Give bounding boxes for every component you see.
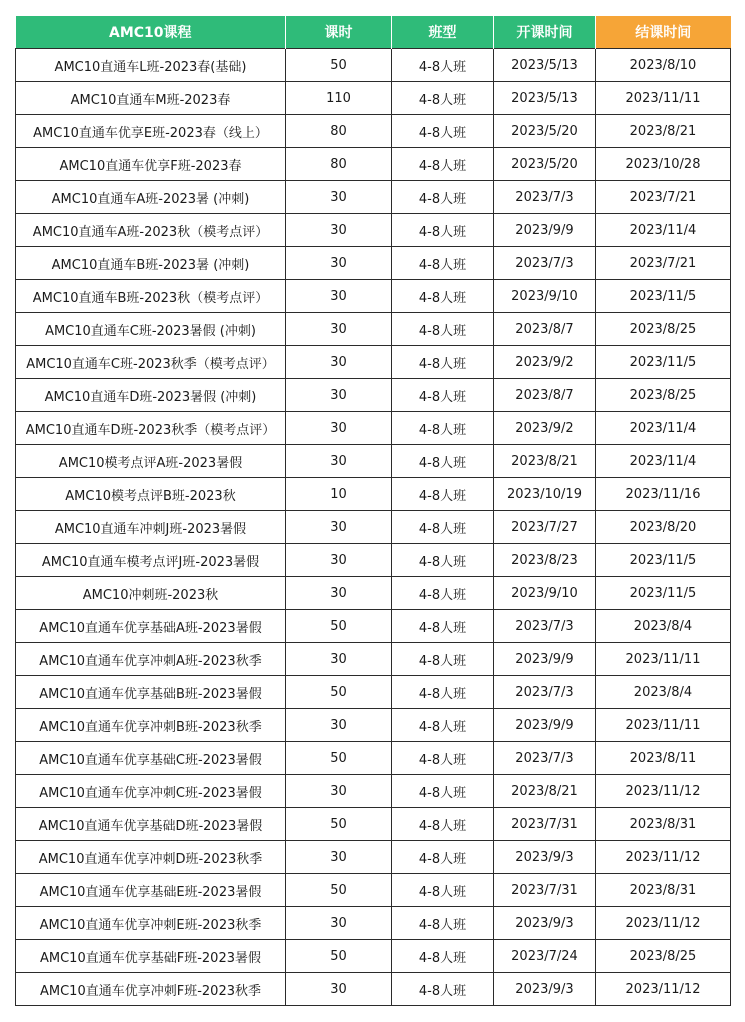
hours-cell: 30 xyxy=(286,280,392,313)
hours-cell: 30 xyxy=(286,379,392,412)
end-date-cell: 2023/10/28 xyxy=(596,148,731,181)
class-type-cell: 4-8人班 xyxy=(392,379,494,412)
table-row xyxy=(16,874,731,907)
table-row xyxy=(16,676,731,709)
class-type-cell: 4-8人班 xyxy=(392,643,494,676)
end-date-cell: 2023/8/11 xyxy=(596,742,731,775)
course-name-cell: AMC10直通车A班-2023暑 (冲刺) xyxy=(16,181,286,214)
start-date-cell: 2023/5/13 xyxy=(494,82,596,115)
start-date-cell: 2023/9/10 xyxy=(494,577,596,610)
table-row xyxy=(16,973,731,1006)
hours-cell: 30 xyxy=(286,313,392,346)
start-date-cell: 2023/7/24 xyxy=(494,940,596,973)
table-row xyxy=(16,214,731,247)
class-type-cell: 4-8人班 xyxy=(392,313,494,346)
course-name-cell: AMC10直通车优享基础B班-2023暑假 xyxy=(16,676,286,709)
course-name-cell: AMC10直通车优享基础E班-2023暑假 xyxy=(16,874,286,907)
hours-cell: 30 xyxy=(286,214,392,247)
end-date-cell: 2023/8/21 xyxy=(596,115,731,148)
table-row xyxy=(16,82,731,115)
column-header-hours: 课时 xyxy=(286,16,392,49)
start-date-cell: 2023/9/3 xyxy=(494,907,596,940)
course-name-cell: AMC10直通车A班-2023秋（模考点评） xyxy=(16,214,286,247)
hours-cell: 50 xyxy=(286,49,392,82)
class-type-cell: 4-8人班 xyxy=(392,445,494,478)
course-name-cell: AMC10直通车优享冲刺B班-2023秋季 xyxy=(16,709,286,742)
start-date-cell: 2023/9/9 xyxy=(494,709,596,742)
hours-cell: 50 xyxy=(286,874,392,907)
end-date-cell: 2023/11/5 xyxy=(596,346,731,379)
hours-cell: 30 xyxy=(286,973,392,1006)
course-name-cell: AMC10直通车B班-2023秋（模考点评） xyxy=(16,280,286,313)
course-name-cell: AMC10直通车优享E班-2023春（线上） xyxy=(16,115,286,148)
class-type-cell: 4-8人班 xyxy=(392,148,494,181)
end-date-cell: 2023/11/5 xyxy=(596,544,731,577)
hours-cell: 50 xyxy=(286,610,392,643)
table-row xyxy=(16,412,731,445)
start-date-cell: 2023/8/21 xyxy=(494,775,596,808)
class-type-cell: 4-8人班 xyxy=(392,577,494,610)
start-date-cell: 2023/5/20 xyxy=(494,115,596,148)
hours-cell: 30 xyxy=(286,511,392,544)
class-type-cell: 4-8人班 xyxy=(392,412,494,445)
class-type-cell: 4-8人班 xyxy=(392,940,494,973)
start-date-cell: 2023/7/3 xyxy=(494,247,596,280)
hours-cell: 50 xyxy=(286,676,392,709)
column-header-end-date: 结课时间 xyxy=(596,16,731,49)
start-date-cell: 2023/9/9 xyxy=(494,643,596,676)
end-date-cell: 2023/11/5 xyxy=(596,280,731,313)
table-row xyxy=(16,940,731,973)
end-date-cell: 2023/11/4 xyxy=(596,412,731,445)
hours-cell: 30 xyxy=(286,346,392,379)
table-body xyxy=(16,49,731,1006)
hours-cell: 30 xyxy=(286,181,392,214)
course-name-cell: AMC10直通车C班-2023秋季（模考点评） xyxy=(16,346,286,379)
hours-cell: 110 xyxy=(286,82,392,115)
course-name-cell: AMC10直通车模考点评J班-2023暑假 xyxy=(16,544,286,577)
table-row xyxy=(16,280,731,313)
class-type-cell: 4-8人班 xyxy=(392,544,494,577)
course-name-cell: AMC10直通车优享基础F班-2023暑假 xyxy=(16,940,286,973)
course-name-cell: AMC10直通车优享冲刺F班-2023秋季 xyxy=(16,973,286,1006)
course-name-cell: AMC10直通车优享基础D班-2023暑假 xyxy=(16,808,286,841)
table-row xyxy=(16,346,731,379)
class-type-cell: 4-8人班 xyxy=(392,247,494,280)
column-header-course: AMC10课程 xyxy=(16,16,286,49)
table-row xyxy=(16,181,731,214)
class-type-cell: 4-8人班 xyxy=(392,742,494,775)
start-date-cell: 2023/8/7 xyxy=(494,379,596,412)
course-name-cell: AMC10模考点评B班-2023秋 xyxy=(16,478,286,511)
hours-cell: 30 xyxy=(286,247,392,280)
start-date-cell: 2023/9/3 xyxy=(494,973,596,1006)
start-date-cell: 2023/10/19 xyxy=(494,478,596,511)
table-row xyxy=(16,478,731,511)
end-date-cell: 2023/8/4 xyxy=(596,676,731,709)
hours-cell: 30 xyxy=(286,709,392,742)
end-date-cell: 2023/8/25 xyxy=(596,379,731,412)
class-type-cell: 4-8人班 xyxy=(392,214,494,247)
column-header-start-date: 开课时间 xyxy=(494,16,596,49)
end-date-cell: 2023/11/11 xyxy=(596,82,731,115)
end-date-cell: 2023/11/11 xyxy=(596,643,731,676)
course-name-cell: AMC10直通车D班-2023暑假 (冲刺) xyxy=(16,379,286,412)
course-name-cell: AMC10直通车D班-2023秋季（模考点评） xyxy=(16,412,286,445)
class-type-cell: 4-8人班 xyxy=(392,874,494,907)
course-name-cell: AMC10直通车C班-2023暑假 (冲刺) xyxy=(16,313,286,346)
hours-cell: 30 xyxy=(286,907,392,940)
course-name-cell: AMC10模考点评A班-2023暑假 xyxy=(16,445,286,478)
start-date-cell: 2023/8/23 xyxy=(494,544,596,577)
hours-cell: 50 xyxy=(286,940,392,973)
class-type-cell: 4-8人班 xyxy=(392,775,494,808)
class-type-cell: 4-8人班 xyxy=(392,973,494,1006)
table-row xyxy=(16,445,731,478)
table-row xyxy=(16,115,731,148)
end-date-cell: 2023/11/12 xyxy=(596,973,731,1006)
end-date-cell: 2023/7/21 xyxy=(596,181,731,214)
end-date-cell: 2023/11/4 xyxy=(596,445,731,478)
table-row xyxy=(16,808,731,841)
start-date-cell: 2023/9/2 xyxy=(494,412,596,445)
course-name-cell: AMC10直通车优享基础A班-2023暑假 xyxy=(16,610,286,643)
hours-cell: 50 xyxy=(286,808,392,841)
table-row xyxy=(16,775,731,808)
end-date-cell: 2023/8/20 xyxy=(596,511,731,544)
end-date-cell: 2023/7/21 xyxy=(596,247,731,280)
end-date-cell: 2023/8/10 xyxy=(596,49,731,82)
start-date-cell: 2023/9/10 xyxy=(494,280,596,313)
end-date-cell: 2023/8/4 xyxy=(596,610,731,643)
hours-cell: 30 xyxy=(286,412,392,445)
table-row xyxy=(16,247,731,280)
course-table xyxy=(15,16,731,1006)
course-name-cell: AMC10直通车冲刺J班-2023暑假 xyxy=(16,511,286,544)
end-date-cell: 2023/8/31 xyxy=(596,874,731,907)
hours-cell: 30 xyxy=(286,643,392,676)
class-type-cell: 4-8人班 xyxy=(392,478,494,511)
course-name-cell: AMC10直通车B班-2023暑 (冲刺) xyxy=(16,247,286,280)
start-date-cell: 2023/7/27 xyxy=(494,511,596,544)
start-date-cell: 2023/8/21 xyxy=(494,445,596,478)
start-date-cell: 2023/7/31 xyxy=(494,808,596,841)
table-row xyxy=(16,313,731,346)
class-type-cell: 4-8人班 xyxy=(392,115,494,148)
end-date-cell: 2023/8/25 xyxy=(596,313,731,346)
end-date-cell: 2023/11/5 xyxy=(596,577,731,610)
class-type-cell: 4-8人班 xyxy=(392,610,494,643)
start-date-cell: 2023/7/3 xyxy=(494,742,596,775)
class-type-cell: 4-8人班 xyxy=(392,907,494,940)
course-name-cell: AMC10冲刺班-2023秋 xyxy=(16,577,286,610)
course-name-cell: AMC10直通车L班-2023春(基础) xyxy=(16,49,286,82)
course-schedule xyxy=(15,16,730,1006)
start-date-cell: 2023/7/31 xyxy=(494,874,596,907)
class-type-cell: 4-8人班 xyxy=(392,346,494,379)
table-row xyxy=(16,544,731,577)
course-name-cell: AMC10直通车优享F班-2023春 xyxy=(16,148,286,181)
start-date-cell: 2023/9/2 xyxy=(494,346,596,379)
table-row xyxy=(16,511,731,544)
table-row xyxy=(16,841,731,874)
end-date-cell: 2023/11/11 xyxy=(596,709,731,742)
hours-cell: 80 xyxy=(286,148,392,181)
end-date-cell: 2023/11/12 xyxy=(596,841,731,874)
course-name-cell: AMC10直通车优享冲刺C班-2023暑假 xyxy=(16,775,286,808)
table-row xyxy=(16,379,731,412)
class-type-cell: 4-8人班 xyxy=(392,181,494,214)
class-type-cell: 4-8人班 xyxy=(392,280,494,313)
start-date-cell: 2023/7/3 xyxy=(494,676,596,709)
class-type-cell: 4-8人班 xyxy=(392,511,494,544)
course-name-cell: AMC10直通车M班-2023春 xyxy=(16,82,286,115)
start-date-cell: 2023/5/20 xyxy=(494,148,596,181)
hours-cell: 30 xyxy=(286,544,392,577)
end-date-cell: 2023/11/4 xyxy=(596,214,731,247)
class-type-cell: 4-8人班 xyxy=(392,49,494,82)
table-row xyxy=(16,610,731,643)
end-date-cell: 2023/8/31 xyxy=(596,808,731,841)
class-type-cell: 4-8人班 xyxy=(392,808,494,841)
hours-cell: 10 xyxy=(286,478,392,511)
hours-cell: 30 xyxy=(286,775,392,808)
hours-cell: 50 xyxy=(286,742,392,775)
table-row xyxy=(16,148,731,181)
end-date-cell: 2023/11/12 xyxy=(596,775,731,808)
header-row xyxy=(16,16,731,49)
start-date-cell: 2023/7/3 xyxy=(494,181,596,214)
end-date-cell: 2023/11/12 xyxy=(596,907,731,940)
class-type-cell: 4-8人班 xyxy=(392,676,494,709)
start-date-cell: 2023/8/7 xyxy=(494,313,596,346)
start-date-cell: 2023/7/3 xyxy=(494,610,596,643)
course-name-cell: AMC10直通车优享冲刺E班-2023秋季 xyxy=(16,907,286,940)
hours-cell: 30 xyxy=(286,841,392,874)
hours-cell: 30 xyxy=(286,577,392,610)
end-date-cell: 2023/8/25 xyxy=(596,940,731,973)
class-type-cell: 4-8人班 xyxy=(392,841,494,874)
table-row xyxy=(16,709,731,742)
start-date-cell: 2023/5/13 xyxy=(494,49,596,82)
table-row xyxy=(16,577,731,610)
start-date-cell: 2023/9/3 xyxy=(494,841,596,874)
table-row xyxy=(16,907,731,940)
course-name-cell: AMC10直通车优享基础C班-2023暑假 xyxy=(16,742,286,775)
hours-cell: 30 xyxy=(286,445,392,478)
class-type-cell: 4-8人班 xyxy=(392,709,494,742)
table-row xyxy=(16,742,731,775)
hours-cell: 80 xyxy=(286,115,392,148)
table-header xyxy=(16,16,731,49)
start-date-cell: 2023/9/9 xyxy=(494,214,596,247)
class-type-cell: 4-8人班 xyxy=(392,82,494,115)
column-header-class-type: 班型 xyxy=(392,16,494,49)
course-name-cell: AMC10直通车优享冲刺D班-2023秋季 xyxy=(16,841,286,874)
table-row xyxy=(16,49,731,82)
course-name-cell: AMC10直通车优享冲刺A班-2023秋季 xyxy=(16,643,286,676)
table-row xyxy=(16,643,731,676)
end-date-cell: 2023/11/16 xyxy=(596,478,731,511)
